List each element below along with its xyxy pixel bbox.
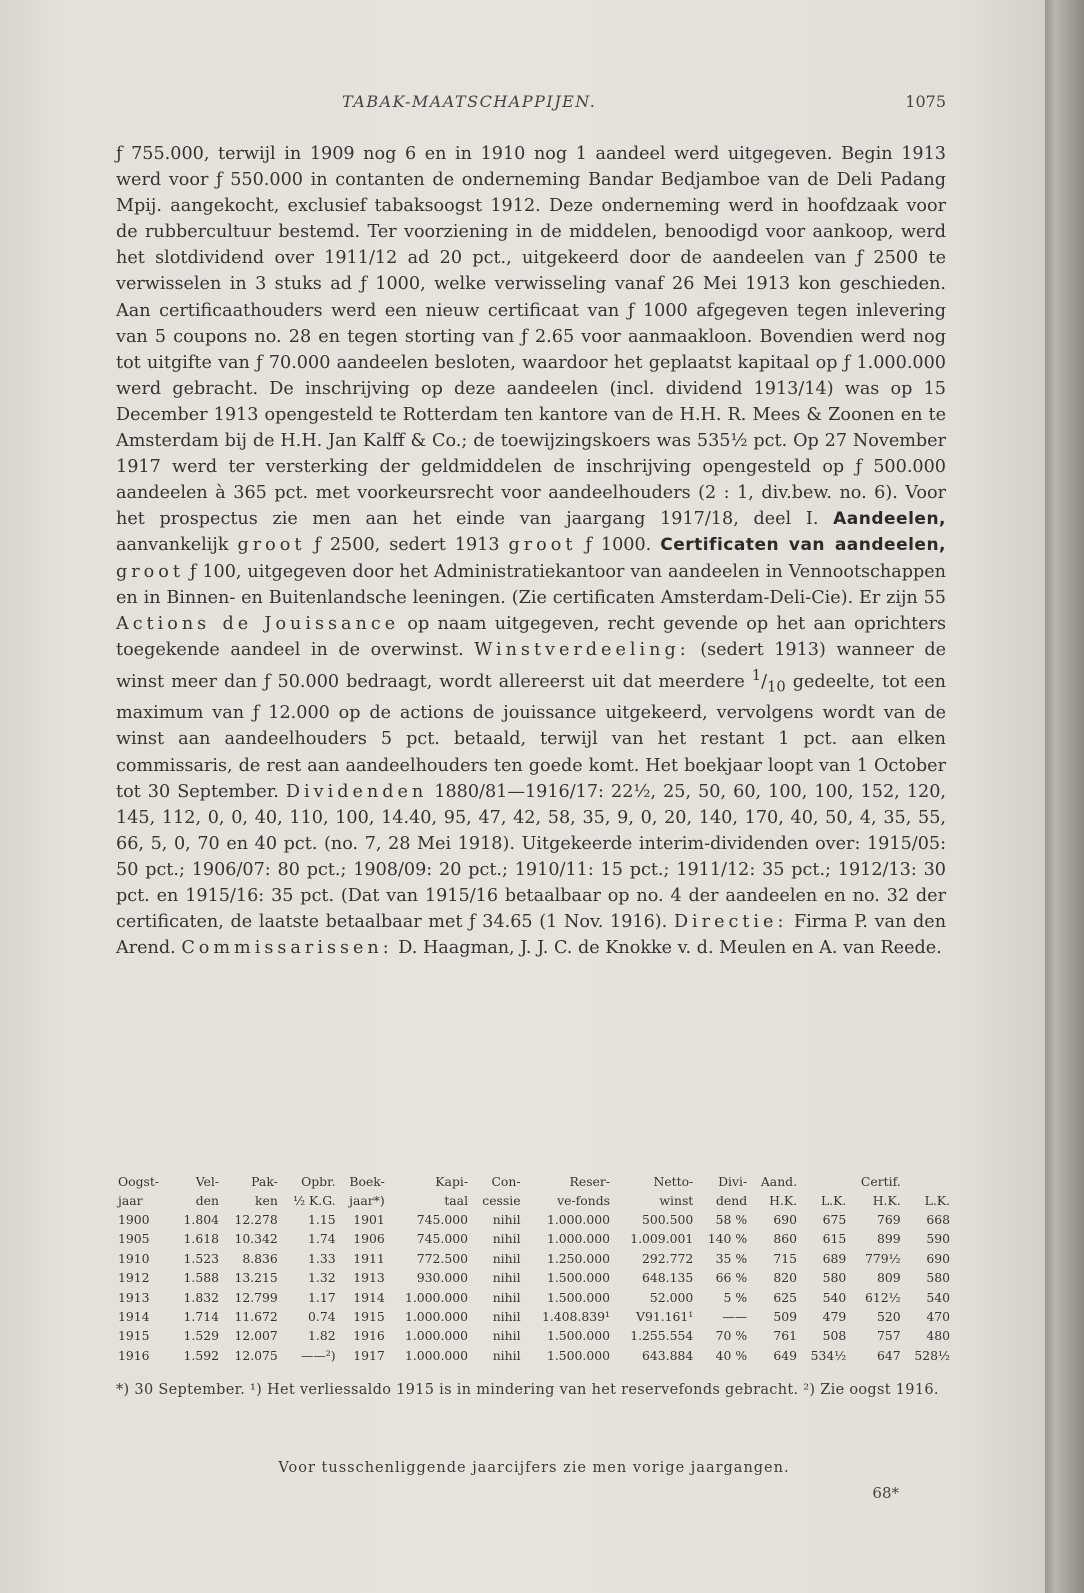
table-cell: 540 [926,1289,950,1305]
table-cell: 757 [877,1328,901,1344]
table-cell: 1.000.000 [546,1212,610,1227]
table-cell: 612½ [864,1289,901,1305]
fraction-numerator: 1 [751,666,762,684]
table-header-row [116,1191,952,1210]
table-cell: 1.17 [308,1289,336,1305]
table-cell: 590 [926,1231,950,1247]
text-segment: op naam uitgegeven, recht gevende op het aan oprichters toegekende aandeel in de overwinst. [116,613,947,660]
spaced-word: groot [508,535,577,556]
column-header: taal [444,1193,469,1208]
table-cell: 1914 [118,1309,150,1325]
column-header: Con- [491,1174,521,1189]
table-cell: 1.000.000 [546,1231,610,1247]
heading-aandeelen: Aandeelen, [833,509,947,530]
table-row [116,1346,952,1365]
table-cell: 8.836 [242,1250,278,1266]
table-cell: 1.15 [308,1212,336,1227]
table-cell: 12.075 [234,1347,278,1363]
column-header: Divi- [718,1174,748,1189]
column-header: winst [659,1193,694,1208]
spaced-directie: Directie: [673,912,788,933]
column-header [903,1172,952,1191]
table-cell: 0.74 [308,1309,336,1325]
table-cell: 1.588 [183,1270,219,1286]
table-cell: 1.832 [183,1289,219,1305]
table-cell: 715 [773,1250,798,1266]
table-cell: 11.672 [234,1309,278,1325]
table-cell: —— [722,1309,748,1325]
table-cell: 1.74 [308,1231,336,1247]
running-title: TABAK-MAATSCHAPPIJEN. [342,92,597,111]
text-segment: gedeelte, tot een maximum van ƒ 12.000 op de actions de jouissance uitgekeerd, vervolgens wordt van de winst aan aandeelhouders 5 pct. betaald, terwijl van het restant 1 pct. aan elken commissaris, de rest aan aandeelhouders ten goede komt. Het boekjaar loopt van 1 October tot 30 September. [116,671,946,802]
table-cell: nihil [492,1347,521,1363]
table-cell: 1912 [118,1270,150,1286]
table-cell: 648.135 [642,1270,694,1286]
table-cell: 12.278 [234,1212,278,1227]
table-body [116,1210,952,1365]
column-header: Netto- [653,1174,694,1189]
spaced-word: groot [237,535,306,556]
fraction-denominator: 10 [767,678,786,696]
text-segment: ƒ 100, uitgegeven door het Administratiekantoor van aandeelen in Vennootschappen en in Binnen- en Buitenlandsche leeningen. (Zie certificaten Amsterdam-Deli-Cie). Er zijn 55 [116,561,946,608]
table-cell: 534½ [810,1347,847,1363]
table-cell: 509 [773,1309,798,1325]
table-cell: 470 [926,1309,950,1325]
column-header: dend [715,1193,748,1208]
table-cell: nihil [492,1328,521,1344]
table-cell: 1914 [353,1289,385,1305]
table-cell: 1.000.000 [404,1328,469,1344]
table-cell: 625 [773,1289,798,1305]
table-cell: nihil [492,1289,521,1305]
table-header-row [116,1172,952,1191]
spaced-commissarissen: Commissarissen: [181,938,393,959]
table-cell: nihil [492,1212,521,1227]
table-cell: 1.009.001 [630,1231,694,1247]
body-text [116,141,946,961]
table-cell: 820 [773,1270,798,1286]
table-cell: 745.000 [416,1212,469,1227]
column-header: L.K. [924,1193,950,1208]
table-cell: 1.408.839¹ [541,1309,610,1325]
table-cell: 690 [926,1250,950,1266]
text-segment: aanvankelijk [116,535,229,556]
column-header: Vel- [195,1174,219,1189]
table-cell: 1.500.000 [546,1347,610,1363]
table-cell: nihil [492,1250,521,1266]
table-cell: 675 [822,1212,847,1227]
table-cell: 1.804 [183,1212,219,1227]
table-cell: 13.215 [234,1270,278,1286]
table-cell: 1.523 [183,1250,219,1266]
table-cell: V91.161¹ [636,1309,694,1325]
table-cell: 1.33 [308,1250,336,1266]
table-cell: 479 [822,1309,847,1325]
table-cell: 480 [926,1328,950,1344]
table-cell: 500.500 [642,1212,694,1227]
table-cell: 1.255.554 [630,1328,694,1344]
table-cell: nihil [492,1270,521,1286]
table-cell: 528½ [914,1347,950,1363]
column-header: Aand. [760,1174,798,1189]
table-cell: 779½ [864,1250,901,1266]
signature-mark: 68* [872,1484,899,1502]
table-cell: 643.884 [642,1347,694,1363]
spaced-actions: Actions de Jouissance [116,613,400,634]
table-cell: 520 [877,1309,901,1325]
column-header: Opbr. [301,1174,336,1189]
table-cell: 58 % [715,1212,748,1227]
table-cell: 10.342 [234,1231,278,1247]
table-row [116,1326,952,1345]
table-cell: 1.000.000 [404,1289,469,1305]
table-cell: 1.529 [183,1328,219,1344]
table-cell: 1.500.000 [546,1289,610,1305]
table-cell: 1.000.000 [404,1309,469,1325]
table-cell: 1910 [118,1250,150,1266]
table-cell: 1.000.000 [404,1347,469,1363]
table-row [116,1229,952,1248]
text-segment: (sedert 1913) wanneer de winst meer dan ƒ 50.000 bedraagt, wordt allereerst uit dat meerdere [116,639,947,692]
text-segment: over: 1915/05: 50 pct.; 1906/07: 80 pct.; 1908/09: 20 pct.; 1910/11: 15 pct.; 1911/12: 35 pct.; 1912/13: 30 pct. en 1915/16: 35 pct. (Dat van 1915/16 betaalbaar op no. 4 der aandeelen en no. 32 der certificaten, de laatste betaalbaar met ƒ 34.65 (1 Nov. 1916). [116,833,947,933]
table-cell: 1915 [118,1328,150,1344]
column-header: H.K. [872,1193,901,1208]
table-cell: 615 [822,1231,847,1247]
table-cell: 772.500 [416,1250,469,1266]
table-cell: 1900 [118,1212,150,1227]
text-segment: ƒ 755.000, terwijl in 1909 nog 6 en in 1910 nog 1 aandeel werd uitgegeven. Begin 1913 werd voor ƒ 550.000 in contanten de onderneming Bandar Bedjamboe van de Deli Padang Mpij. aangekocht, exclusief tabaksoogst 1912. Deze onderneming werd in hoofdzaak voor de rubbercultuur bestemd. Ter voorziening in de middelen, benoodigd voor aankoop, werd het slotdividend over 1911/12 ad 20 pct., uitgekeerd door de aandeelen van ƒ 2500 te verwisselen in 3 stuks ad ƒ 1000, welke verwisseling vanaf 26 Mei 1913 kon geschieden. Aan certificaathouders werd een nieuw certificaat van ƒ 1000 afgegeven tegen inlevering van 5 coupons no. 28 en tegen storting van ƒ 2.65 voor aanmaakloon. Bovendien werd nog tot uitgifte van ƒ 70.000 aandeelen besloten, waardoor het geplaatst kapitaal op ƒ 1.000.000 werd gebracht. De inschrijving op deze aandeelen (incl. dividend 1913/14) was op 15 December 1913 opengesteld te Rotterdam ten kantore van de H.H. R. Mees & Zoonen en te Amsterdam bij de H.H. Jan Kalff & Co.; de toewijzingskoers was 535½ pct. Op 27 November 1917 werd ter versterking der geldmiddelen de inschrijving opengesteld op ƒ 500.000 aandeelen à 365 pct. met voorkeursrecht voor aandeelhouders (2 : 1, div.bew. no. 6). Voor het prospectus zie men aan het einde van jaargang 1917/18, deel I. [116,144,946,530]
financial-table [116,1172,952,1365]
table-cell: 689 [822,1250,847,1266]
spaced-word: groot [116,561,184,582]
text-segment: Uitgekeerde interim-dividenden [521,833,809,854]
text-segment: 1880/81—1916/17: 22½, 25, 50, 60, 100, 100, 152, 120, 145, 112, 0, 0, 40, 110, 100, 14.40, 95, 47, 42, 58, 35, 9, 0, 20, 140, 170, 40, 50, 4, 35, 55, 66, 5, 0, 70 en 40 pct. (no. 7, 28 Mei 1918). [116,781,946,854]
table-cell: 292.772 [642,1250,694,1266]
text-segment: ƒ 1000. [585,535,652,556]
table-cell: nihil [492,1309,521,1325]
column-header: Reser- [569,1174,610,1189]
table-cell: 508 [822,1328,847,1344]
page-header [116,92,946,118]
table-cell: 12.799 [234,1289,278,1305]
spaced-winstverdeeling: Winstverdeeling: [474,639,690,660]
body-paragraph: ƒ 755.000, terwijl in 1909 nog 6 en in 1910 nog 1 aandeel werd uitgegeven. Begin 1913 werd voor ƒ 550.000 in contanten de onderneming Bandar Bedjamboe van de Deli Padang Mpij. aangekocht, exclusief tabaksoogst 1912. Deze onderneming werd in hoofdzaak voor de rubbercultuur bestemd. Ter voorziening in de middelen, benoodigd voor aankoop, werd het slotdividend over 1911/12 ad 20 pct., uitgekeerd door de aandeelen van ƒ 2500 te verwisselen in 3 stuks ad ƒ 1000, welke verwisseling vanaf 26 Mei 1913 kon geschieden. Aan certificaathouders werd een nieuw certificaat van ƒ 1000 afgegeven tegen inlevering van 5 coupons no. 28 en tegen storting van ƒ 2.65 voor aanmaakloon. Bovendien werd nog tot uitgifte van ƒ 70.000 aandeelen besloten, waardoor het geplaatst kapitaal op ƒ 1.000.000 werd gebracht. De inschrijving op deze aandeelen (incl. dividend 1913/14) was op 15 December 1913 opengesteld te Rotterdam ten kantore van de H.H. R. Mees & Zoonen en te Amsterdam bij de H.H. Jan Kalff & Co.; de toewijzingskoers was 535½ pct. Op 27 November 1917 werd ter versterking der geldmiddelen de inschrijving opengesteld op ƒ 500.000 aandeelen à 365 pct. met voorkeursrecht voor aandeelhouders (2 : 1, div.bew. no. 6). Voor het prospectus zie men aan het einde van jaargang 1917/18, deel I. Aandeelen, aanvankelijk groot ƒ 2500, sedert 1913 groot ƒ 1000. Certificaten van aandeelen, groot ƒ 100, uitgegeven door het Administratiekantoor van aandeelen in Vennootschappen en in Binnen- en Buitenlandsche leeningen. (Zie certificaten Amsterdam-Deli-Cie). Er zijn 55 Actions de Jouissance op naam uitgegeven, recht gevende op het aan oprichters toegekende aandeel in de overwinst. Winstverdeeling: (sedert 1913) wanneer de winst meer dan ƒ 50.000 bedraagt, wordt allereerst uit dat meerdere $^1/_{10}$ gedeelte, tot een maximum van ƒ 12.000 op de actions de jouissance uitgekeerd, vervolgens wordt van de winst aan aandeelhouders 5 pct. betaald, terwijl van het restant 1 pct. aan elken commissaris, de rest aan aandeelhouders ten goede komt. Het boekjaar loopt van 1 October tot 30 September. Dividenden 1880/81—1916/17: 22½, 25, 50, 60, 100, 100, 152, 120, 145, 112, 0, 0, 40, 110, 100, 14.40, 95, 47, 42, 58, 35, 9, 0, 20, 140, 170, 40, 50, 4, 35, 55, 66, 5, 0, 70 en 40 pct. (no. 7, 28 Mei 1918). Uitgekeerde interim-dividenden over: 1915/05: 50 pct.; 1906/07: 80 pct.; 1908/09: 20 pct.; 1910/11: 15 pct.; 1911/12: 35 pct.; 1912/13: 30 pct. en 1915/16: 35 pct. (Dat van 1915/16 betaalbaar op no. 4 der aandeelen en no. 32 der certificaten, de laatste betaalbaar met ƒ 34.65 (1 Nov. 1916). Directie: Firma P. van den Arend. Commissarissen: D. Haagman, J. J. C. de Knokke v. d. Meulen en A. van Reede. [116,144,947,959]
heading-certificaten: Certificaten van aandeelen, [660,535,947,556]
table-cell: 647 [877,1347,901,1363]
table-cell: 1.250.000 [546,1250,610,1266]
text-segment: ƒ 2500, sedert 1913 [314,535,500,556]
table-cell: 1915 [353,1309,385,1325]
table-cell: 745.000 [416,1231,469,1247]
table-row [116,1307,952,1326]
table-cell: 1905 [118,1231,150,1247]
table-cell: 1913 [118,1289,150,1305]
table-cell: 1917 [353,1347,385,1363]
table-cell: 690 [773,1212,798,1227]
text-segment: Firma P. van den Arend. [116,912,947,959]
column-header: ve-fonds [557,1193,610,1208]
column-header: H.K. [769,1193,798,1208]
table-cell: 5 % [723,1289,748,1305]
table-cell: 1.618 [183,1231,219,1247]
table-cell: 1.82 [308,1328,336,1344]
page-number: 1075 [905,92,946,111]
table-cell: 1.500.000 [546,1270,610,1286]
table-cell: ——²) [301,1347,336,1363]
table-cell: 649 [773,1347,798,1363]
column-header: cessie [482,1193,521,1208]
column-header: jaar [118,1193,143,1208]
table-cell: 1901 [353,1212,385,1227]
table-cell: 1.32 [308,1270,336,1286]
column-header: Boek- [349,1174,385,1189]
table-cell: 899 [877,1231,901,1247]
column-header: ken [254,1193,278,1208]
table-row [116,1249,952,1268]
table-cell: nihil [492,1231,521,1247]
column-header: Kapi- [435,1174,469,1189]
table-cell: 1.592 [183,1347,219,1363]
table-cell: 1911 [353,1250,385,1266]
column-header: den [195,1193,219,1208]
column-header: Pak- [251,1174,278,1189]
table-cell: 761 [773,1328,798,1344]
column-header [799,1172,848,1191]
column-header: Oogst- [118,1174,160,1189]
column-header: jaar*) [349,1193,385,1208]
table-cell: 1913 [353,1270,385,1286]
book-edge [1045,0,1084,1593]
column-header: L.K. [820,1193,847,1208]
table-cell: 1.714 [183,1309,219,1325]
table-cell: 930.000 [416,1270,469,1286]
table-footnotes [116,1380,952,1400]
table-cell: 1916 [353,1328,385,1344]
table-cell: 66 % [715,1270,748,1286]
table-row [116,1268,952,1287]
footer-note: Voor tusschenliggende jaarcijfers zie men vorige jaargangen. [278,1460,790,1476]
table-cell: 1916 [118,1347,150,1363]
table-cell: 70 % [715,1328,748,1344]
table-cell: 860 [773,1231,798,1247]
column-header: ½ K.G. [293,1193,336,1208]
table-cell: 809 [877,1270,901,1286]
table-cell: 580 [926,1270,950,1286]
table-row [116,1210,952,1229]
table-cell: 140 % [707,1231,748,1247]
text-segment: D. Haagman, J. J. C. de Knokke v. d. Meulen en A. van Reede. [398,938,942,959]
table-cell: 580 [822,1270,847,1286]
table-cell: 540 [822,1289,847,1305]
table-cell: 40 % [715,1347,748,1363]
table-cell: 1906 [353,1231,385,1247]
table-cell: 35 % [715,1250,748,1266]
spaced-dividenden: Dividenden [285,781,428,802]
footnote-line: *) 30 September. ¹) Het verliessaldo 1915 is in mindering van het reservefonds gebracht. ²) Zie oogst 1916. [116,1382,939,1398]
table-cell: 52.000 [649,1289,694,1305]
table-cell: 668 [926,1212,950,1227]
table-cell: 769 [877,1212,901,1227]
table-row [116,1288,952,1307]
table-cell: 12.007 [234,1328,278,1344]
column-header: Certif. [860,1174,901,1189]
table-cell: 1.500.000 [546,1328,610,1344]
